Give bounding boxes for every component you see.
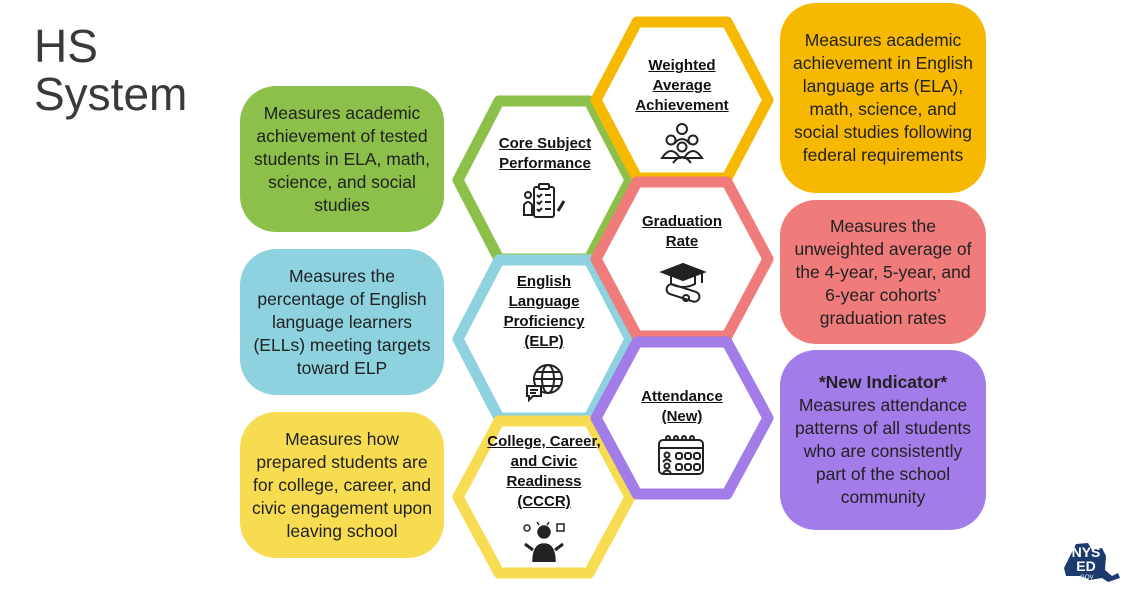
- graduation-cap-diploma-icon: [658, 262, 708, 304]
- hexagon-label-cccr: College, Career, and Civic Readiness (CCCR): [487, 433, 601, 510]
- person-ideas-icon: [521, 520, 567, 562]
- elp-description: Measures the percentage of English language learners (ELLs) meeting targets toward ELP: [253, 265, 431, 378]
- attendance-description: Measures attendance patterns of all students who are consistently part of the school community: [794, 395, 972, 507]
- clipboard-checklist-icon: [522, 181, 566, 223]
- core-subject-description: Measures academic achievement of tested students in ELA, math, science, and social studies: [253, 102, 431, 215]
- group-people-icon: [659, 120, 705, 164]
- nysed-logo: [1062, 540, 1122, 586]
- hexagon-label-english-language-proficiency: English Language Proficiency (ELP): [503, 273, 585, 350]
- graduation-description: Measures the unweighted average of the 4-year, 5-year, and 6-year cohorts’ graduation rates: [794, 215, 972, 328]
- hexagon-label-attendance: Attendance (New): [641, 388, 723, 425]
- attendance-description-heading: *New Indicator*: [818, 372, 948, 392]
- globe-chat-icon: [524, 362, 566, 404]
- hexagon-label-graduation-rate: Graduation Rate: [641, 213, 722, 250]
- weighted-description: Measures academic achievement in English language arts (ELA), math, science, and social studies following federal requirements: [793, 30, 973, 165]
- hexagon-label-core-subject: Core Subject Performance: [498, 135, 592, 172]
- logo-line-3: .GOV: [1078, 575, 1094, 581]
- hexagon-graduation-rate: [596, 182, 768, 336]
- cccr-description: Measures how prepared students are for college, career, and civic engagement upon leaving school: [252, 428, 432, 541]
- hexagon-label-weighted-average: Weighted Average Achievement: [635, 57, 729, 114]
- title-line-2: System: [34, 68, 188, 120]
- title-line-1: HS: [34, 20, 98, 72]
- logo-line-2: ED: [1076, 558, 1096, 574]
- logo-line-1: NYS: [1071, 544, 1101, 560]
- calendar-attendance-icon: [656, 434, 706, 476]
